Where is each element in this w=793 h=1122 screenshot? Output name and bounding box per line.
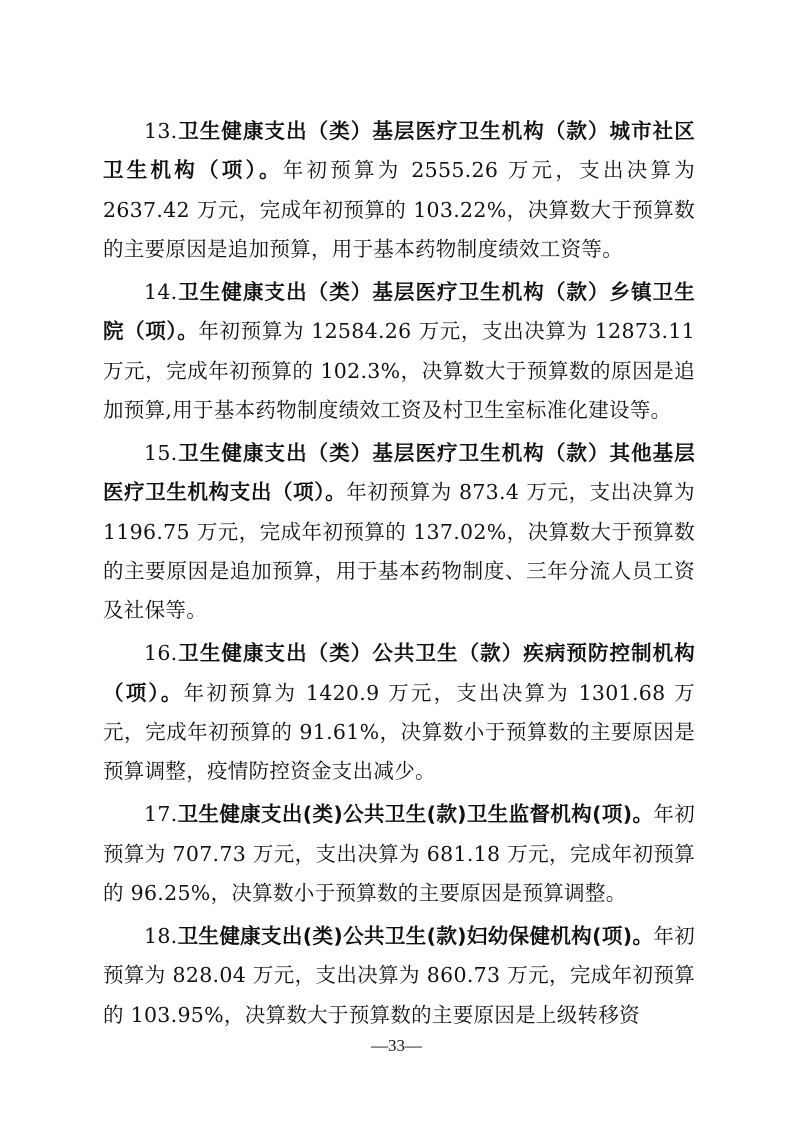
paragraph-heading: 卫生健康支出(类)公共卫生(款)妇幼保健机构(项)。 [177,923,654,948]
paragraph-number: 13. [144,119,178,143]
body-text [103,112,695,1039]
paragraph-heading: 卫生健康支出（类）基层医疗卫生机构（款）其他基层医疗卫生机构支出（项）。 [103,440,695,505]
paragraph-body: 年初预算为 1420.9 万元，支出决算为 1301.68 万元，完成年初预算的 91.61%，决算数小于预算数的主要原因是预算调整，疫情防控资金支出减少。 [103,680,695,784]
paragraph-14 [103,273,695,430]
paragraph-heading: 卫生健康支出（类）基层医疗卫生机构（款）乡镇卫生院（项）。 [103,279,695,344]
paragraph-13 [103,112,695,269]
paragraph-body: 年初预算为 828.04 万元，支出决算为 860.73 万元，完成年初预算的 103.95%，决算数大于预算数的主要原因是上级转移资 [103,923,695,1027]
paragraph-18 [103,917,695,1035]
paragraph-heading: 卫生健康支出(类)公共卫生(款)卫生监督机构(项)。 [177,802,654,827]
paragraph-heading: 卫生健康支出（类）基层医疗卫生机构（款）城市社区卫生机构（项）。 [103,119,695,183]
paragraph-body: 年初预算为 2555.26 万元，支出决算为 2637.42 万元，完成年初预算的 103.22%，决算数大于预算数的主要原因是追加预算，用于基本药物制度绩效工资等。 [103,158,695,261]
paragraph-16 [103,634,695,791]
paragraph-number: 17. [144,802,178,827]
paragraph-body: 年初预算为 707.73 万元，支出决算为 681.18 万元，完成年初预算的 96.25%，决算数小于预算数的主要原因是预算调整。 [103,802,695,905]
paragraph-heading: 卫生健康支出（类）公共卫生（款）疾病预防控制机构（项）。 [103,641,695,705]
paragraph-number: 15. [144,440,178,465]
paragraph-body: 年初预算为 12584.26 万元，支出决算为 12873.11 万元，完成年初预算的 102.3%，决算数大于预算数的原因是追加预算,用于基本药物制度绩效工资及村卫生室标准化建设等。 [103,319,696,422]
paragraph-number: 18. [144,923,178,948]
paragraph-body: 年初预算为 873.4 万元，支出决算为 1196.75 万元，完成年初预算的 137.02%，决算数大于预算数的主要原因是追加预算，用于基本药物制度、三年分流人员工资及社保等。 [103,480,695,623]
paragraph-17 [103,795,695,913]
paragraph-number: 16. [144,641,178,666]
paragraph-15 [103,434,695,630]
page-number: —33— [371,1036,422,1055]
paragraph-number: 14. [144,279,178,304]
